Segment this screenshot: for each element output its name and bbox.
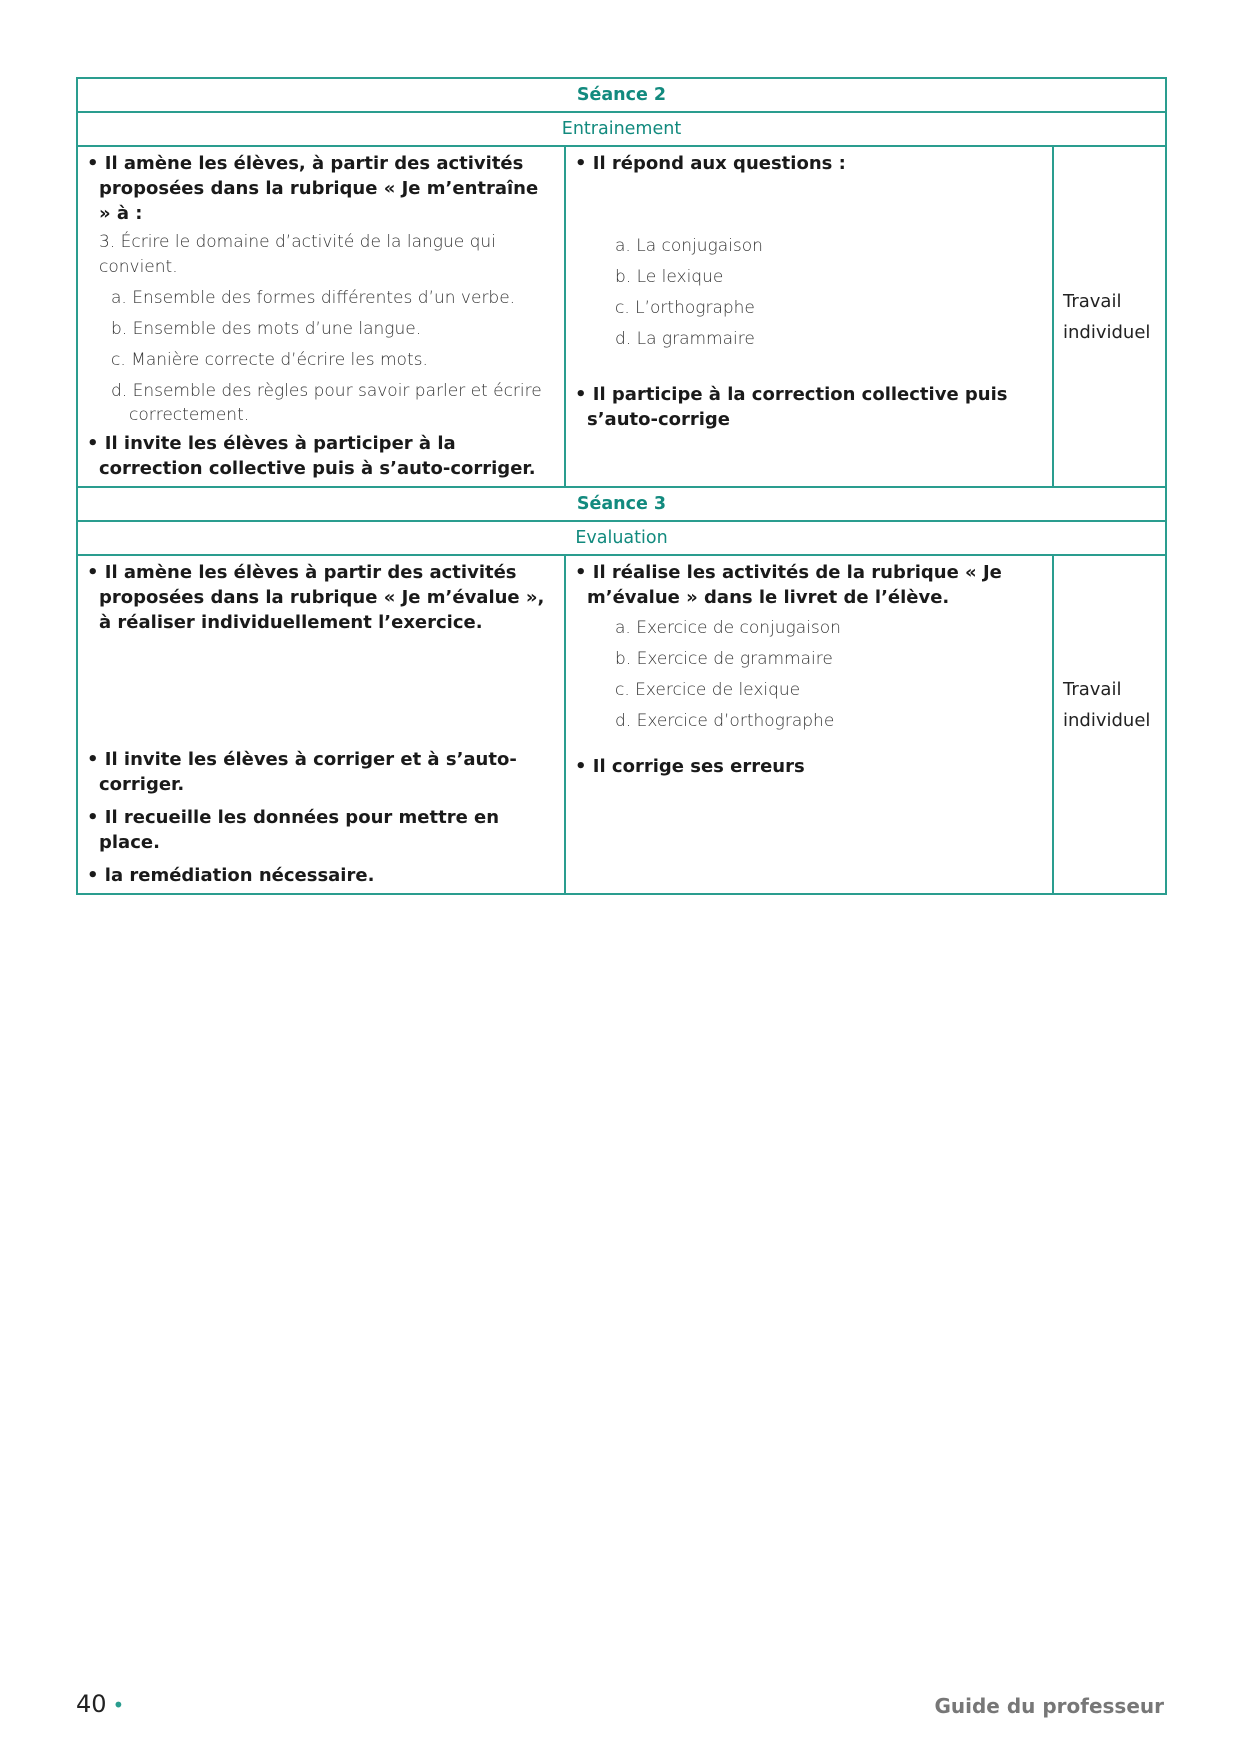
seance-2-title: Séance 2 (576, 85, 667, 105)
bullet-dot-icon: • (112, 1693, 125, 1717)
work-mode-line1: Travail (1063, 679, 1122, 700)
exercise-item: c. Exercice de lexique (615, 680, 801, 700)
exercise-item: b. Exercice de grammaire (615, 649, 833, 669)
teacher-correction: • Il invite les élèves à participer à la correction collective puis à s’auto-corriger. (87, 431, 555, 481)
page-number-text: 40 (76, 1690, 107, 1718)
seance-3-phase-row (77, 521, 1166, 555)
answer-item: b. Le lexique (615, 267, 724, 287)
exercise-item: a. Exercice de conjugaison (615, 618, 841, 638)
work-mode-line2: individuel (1063, 321, 1151, 343)
seance-2-header (77, 78, 1166, 112)
teacher-collect: • Il recueille les données pour mettre en place. (87, 805, 555, 855)
teacher-remediation: • la remédiation nécessaire. (87, 863, 555, 888)
book-title: Guide du professeur (934, 1694, 1164, 1718)
work-mode-line1: Travail (1063, 290, 1122, 312)
exercise-item: d. Exercice d’orthographe (615, 711, 835, 731)
exercise-item: d. Ensemble des règles pour savoir parler et écrire correctement. (111, 381, 542, 425)
seance-3-header (77, 487, 1166, 521)
student-intro: • Il réalise les activités de la rubrique « Je m’évalue » dans le livret de l’élève. (575, 560, 1043, 610)
seance-2-phase: Entrainement (561, 119, 682, 139)
page-number (76, 1690, 124, 1718)
teacher-intro: • Il amène les élèves à partir des activités proposées dans la rubrique « Je m’évalue », à réaliser individuellement l’exercice. (87, 560, 555, 635)
exercise-item: a. Ensemble des formes différentes d’un verbe. (111, 288, 516, 308)
seance-2-phase-row (77, 112, 1166, 146)
student-intro: • Il répond aux questions : (575, 151, 1043, 176)
student-correction: • Il corrige ses erreurs (575, 754, 1043, 779)
teacher-correction: • Il invite les élèves à corriger et à s’auto-corriger. (87, 747, 555, 797)
lesson-table (76, 77, 1167, 895)
answer-item: a. La conjugaison (615, 236, 763, 256)
exercise-item: c. Manière correcte d’écrire les mots. (111, 350, 428, 370)
teacher-intro: • Il amène les élèves, à partir des activités proposées dans la rubrique « Je m’entraîne » à : (87, 151, 555, 226)
seance-3-student-cell (565, 555, 1053, 894)
seance-3-work-cell (1053, 555, 1166, 894)
answer-item: c. L’orthographe (615, 298, 755, 318)
work-mode-line2: individuel (1063, 710, 1151, 731)
seance-3-teacher-cell (77, 555, 565, 894)
seance-2-work-cell (1053, 146, 1166, 487)
student-correction: • Il participe à la correction collective puis s’auto-corrige (575, 382, 1043, 432)
seance-2-student-cell (565, 146, 1053, 487)
answer-item: d. La grammaire (615, 329, 755, 349)
exercise-question: 3. Écrire le domaine d’activité de la langue qui convient. (99, 232, 496, 277)
exercise-item: b. Ensemble des mots d’une langue. (111, 319, 422, 339)
seance-3-phase: Evaluation (575, 528, 668, 548)
seance-3-title: Séance 3 (576, 494, 667, 514)
seance-2-teacher-cell (77, 146, 565, 487)
